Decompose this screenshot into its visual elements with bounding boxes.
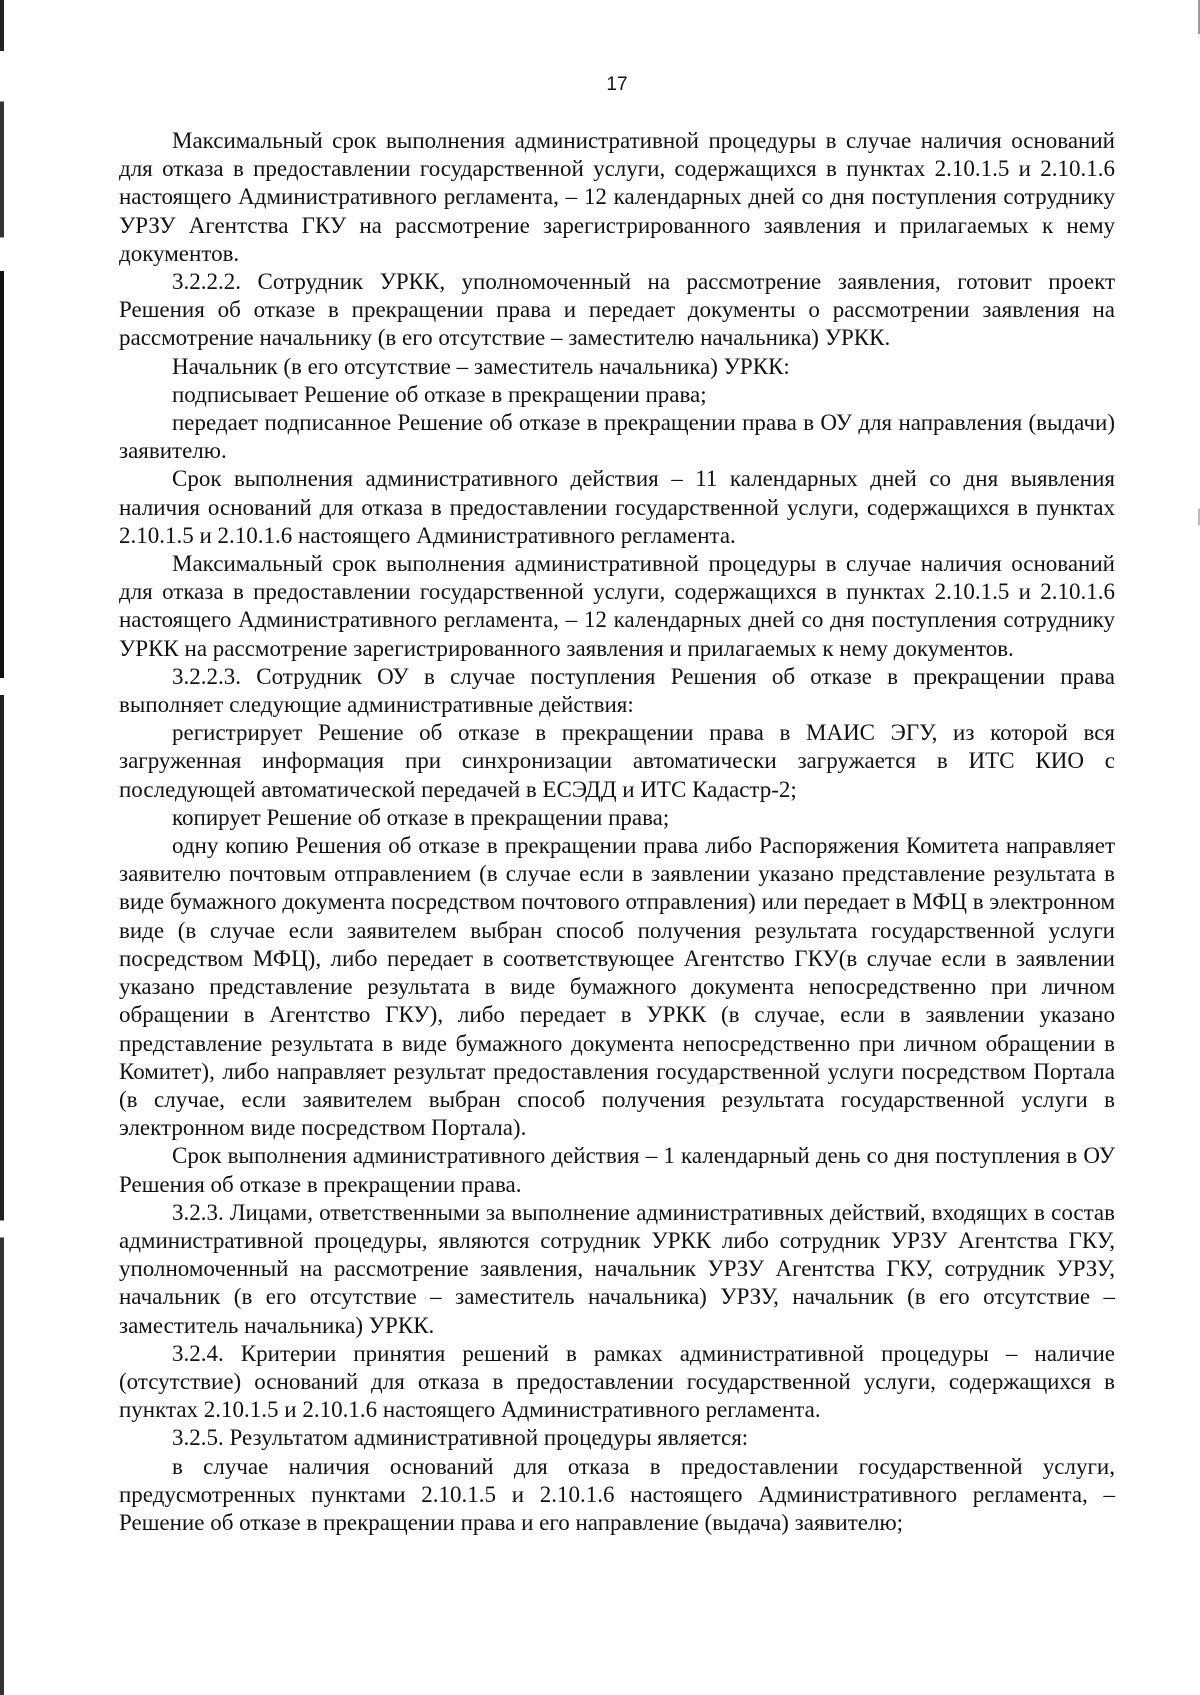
paragraph: передает подписанное Решение об отказе в прекращении права в ОУ для направления (выдачи) заявителю. [119, 410, 1115, 464]
paragraph: 3.2.2.2. Сотрудник УРКК, уполномоченный на рассмотрение заявления, готовит проект Решения об отказе в прекращении права и передает документы о рассмотрении заявления на рассмотрение начальнику (в его отсутствие – заместителю начальника) УРКК. [119, 269, 1115, 351]
paragraph: 3.2.5. Результатом административной процедуры является: [172, 1425, 749, 1451]
scan-edge-left [0, 0, 4, 1695]
paragraph: регистрирует Решение об отказе в прекращении права в МАИС ЭГУ, из которой вся загруженная информация при синхронизации автоматически загружается в ИТС КИО с последующей автоматической передачей в ЕСЭДД и ИТС Кадастр-2; [119, 720, 1115, 802]
paragraph: Срок выполнения административного действия – 11 календарных дней со дня выявления наличия оснований для отказа в предоставлении государственной услуги, содержащихся в пунктах 2.10.1.5 и 2.10.1.6 настоящего Административного регламента. [119, 466, 1115, 548]
paragraph: Максимальный срок выполнения административной процедуры в случае наличия оснований для отказа в предоставлении государственной услуги, содержащихся в пунктах 2.10.1.5 и 2.10.1.6 настоящего Административного регламента, – 12 календарных дней со дня поступления сотруднику УРЗУ Агентства ГКУ на рассмотрение зарегистрированного заявления и прилагаемых к нему документов. [119, 128, 1115, 266]
page-number: 17 [606, 74, 628, 95]
document-body [119, 127, 1115, 1537]
paragraph: подписывает Решение об отказе в прекращении права; [172, 381, 707, 407]
paragraph: Начальник (в его отсутствие – заместитель начальника) УРКК: [172, 353, 790, 379]
paragraph: 3.2.3. Лицами, ответственными за выполнение административных действий, входящих в состав административной процедуры, являются сотрудник УРКК либо сотрудник УРЗУ Агентства ГКУ, уполномоченный на рассмотрение заявления, начальник УРЗУ Агентства ГКУ, сотрудник УРЗУ, начальник (в его отсутствие – заместитель начальника) УРЗУ, начальник (в его отсутствие – заместитель начальника) УРКК. [119, 1199, 1115, 1338]
paragraph: одну копию Решения об отказе в прекращении права либо Распоряжения Комитета направляет заявителю почтовым отправлением (в случае если в заявлении указано представление результата в виде бумажного документа посредством почтового отправления) или передает в МФЦ в электронном виде (в случае если заявителем выбран способ получения результата государственной услуги посредством МФЦ), либо передает в соответствующее Агентство ГКУ(в случае если в заявлении указано представление результата в виде бумажного документа непосредственно при личном обращении в Агентство ГКУ), либо передает в УРКК (в случае, если в заявлении указано представление результата в виде бумажного документа непосредственно при личном обращении в Комитет), либо направляет результат предоставления государственной услуги посредством Портала (в случае, если заявителем выбран способ получения результата государственной услуги в электронном виде посредством Портала). [119, 833, 1115, 1141]
paragraph: 3.2.2.3. Сотрудник ОУ в случае поступления Решения об отказе в прекращении права выполняет следующие административные действия: [119, 663, 1115, 718]
paragraph: Срок выполнения административного действия – 1 календарный день со дня поступления в ОУ Решения об отказе в прекращении права. [119, 1143, 1115, 1197]
paragraph: 3.2.4. Критерии принятия решений в рамках административной процедуры – наличие (отсутствие) оснований для отказа в предоставлении государственной услуги, содержащихся в пунктах 2.10.1.5 и 2.10.1.6 настоящего Административного регламента. [119, 1340, 1115, 1423]
paragraph: копирует Решение об отказе в прекращении права; [172, 804, 670, 830]
paragraph: в случае наличия оснований для отказа в предоставлении государственной услуги, предусмотренных пунктами 2.10.1.5 и 2.10.1.6 настоящего Административного регламента, – Решение об отказе в прекращении права и его направление (выдача) заявителю; [119, 1453, 1115, 1535]
paragraph: Максимальный срок выполнения административной процедуры в случае наличия оснований для отказа в предоставлении государственной услуги, содержащихся в пунктах 2.10.1.5 и 2.10.1.6 настоящего Административного регламента, – 12 календарных дней со дня поступления сотруднику УРКК на рассмотрение зарегистрированного заявления и прилагаемых к нему документов. [119, 551, 1115, 661]
